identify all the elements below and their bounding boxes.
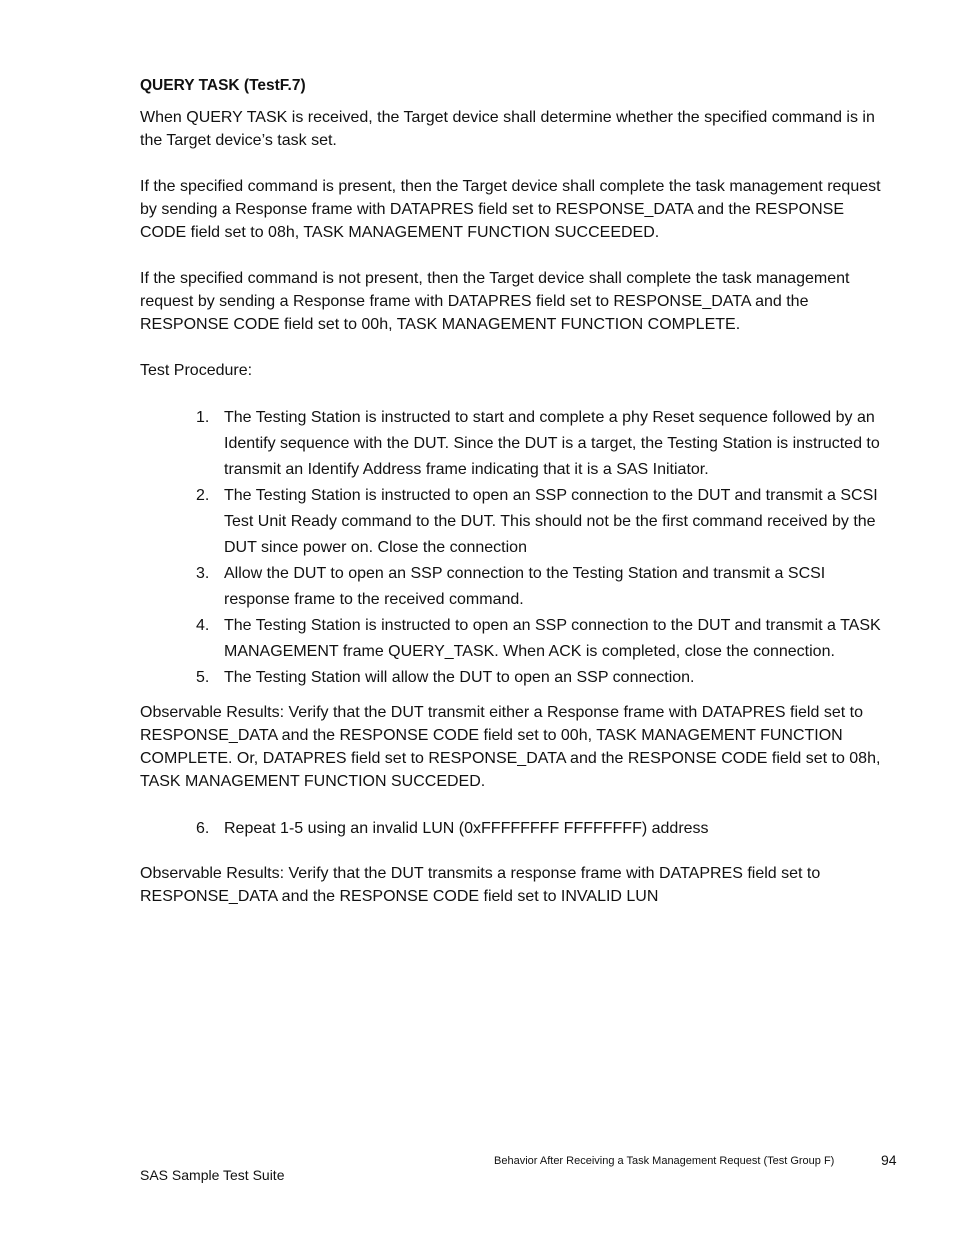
present-paragraph: If the specified command is present, then the Target device shall complete the task management request by sending a Response frame with DATAPRES field set to RESPONSE_DATA and the RESPONSE CODE field set to 08h, TASK MANAGEMENT FUNCTION SUCCEEDED. xyxy=(140,178,881,241)
procedure-label: Test Procedure: xyxy=(140,362,253,379)
step-number: 2. xyxy=(196,487,210,504)
list-item xyxy=(196,405,890,483)
step-text: Repeat 1-5 using an invalid LUN (0xFFFFFFFF FFFFFFFF) address xyxy=(224,820,709,837)
repeat-step xyxy=(140,816,890,842)
step-number: 1. xyxy=(196,409,210,426)
procedure-steps xyxy=(140,405,890,691)
observable-results-2: Observable Results: Verify that the DUT transmits a response frame with DATAPRES field set to RESPONSE_DATA and the RESPONSE CODE field set to INVALID LUN xyxy=(140,865,821,905)
section-title: QUERY TASK (TestF.7) xyxy=(140,77,306,94)
not-present-paragraph: If the specified command is not present, then the Target device shall complete the task management request by sending a Response frame with DATAPRES field set to RESPONSE_DATA and the RESPONSE CODE field set to 00h, TASK MANAGEMENT FUNCTION COMPLETE. xyxy=(140,270,850,333)
list-item xyxy=(196,561,890,613)
observable-results-1: Observable Results: Verify that the DUT transmit either a Response frame with DATAPRES field set to RESPONSE_DATA and the RESPONSE CODE field set to 00h, TASK MANAGEMENT FUNCTION COMPLETE. Or, DATAPRES field set to RESPONSE_DATA and the RESPONSE CODE field set to 08h, TASK MANAGEMENT FUNCTION SUCCEDED. xyxy=(140,704,881,790)
footer-doc-title: SAS Sample Test Suite xyxy=(140,1167,285,1183)
list-item xyxy=(196,483,890,561)
page-number: 94 xyxy=(881,1152,897,1168)
step-text: The Testing Station will allow the DUT to open an SSP connection. xyxy=(224,669,695,686)
step-text: The Testing Station is instructed to open an SSP connection to the DUT and transmit a SCSI Test Unit Ready command to the DUT. This should not be the first command received by the DUT since power on. Close the connection xyxy=(224,487,878,556)
step-text: Allow the DUT to open an SSP connection to the Testing Station and transmit a SCSI response frame to the received command. xyxy=(224,565,826,608)
step-text: The Testing Station is instructed to open an SSP connection to the DUT and transmit a TASK MANAGEMENT frame QUERY_TASK. When ACK is completed, close the connection. xyxy=(224,617,881,660)
list-item xyxy=(196,665,890,691)
step-number: 5. xyxy=(196,669,210,686)
list-item xyxy=(196,816,890,842)
intro-paragraph: When QUERY TASK is received, the Target device shall determine whether the specified command is in the Target device’s task set. xyxy=(140,109,875,149)
list-item xyxy=(196,613,890,665)
step-number: 3. xyxy=(196,565,210,582)
page-content xyxy=(140,74,890,931)
step-number: 6. xyxy=(196,820,210,837)
footer-chapter: Behavior After Receiving a Task Management Request (Test Group F) xyxy=(494,1155,835,1167)
step-number: 4. xyxy=(196,617,210,634)
step-text: The Testing Station is instructed to start and complete a phy Reset sequence followed by an Identify sequence with the DUT. Since the DUT is a target, the Testing Station is instructed to transmit an Identify Address frame indicating that it is a SAS Initiator. xyxy=(224,409,880,478)
